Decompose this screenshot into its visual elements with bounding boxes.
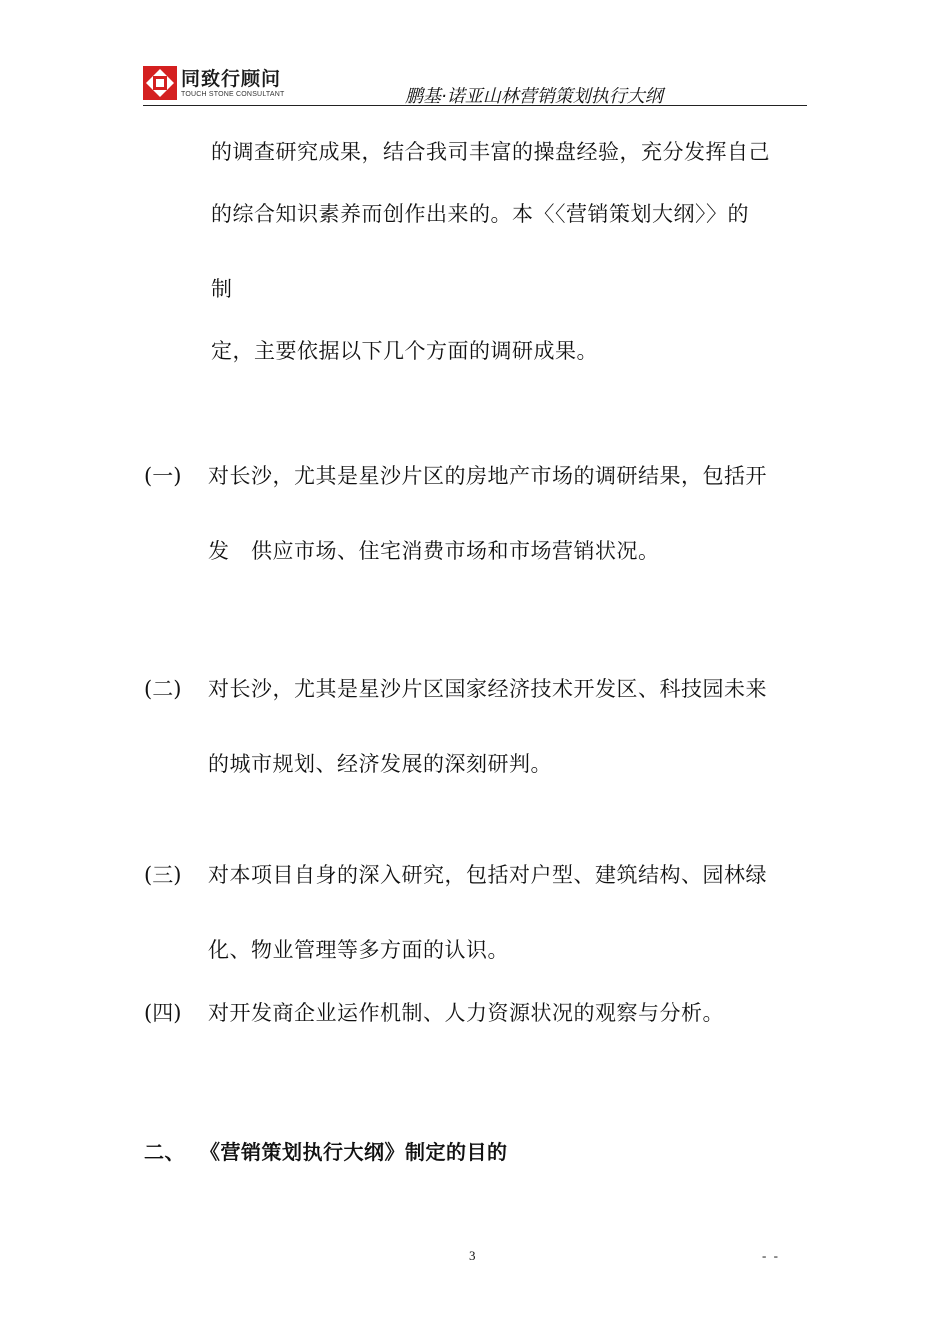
intro-line: 的调查研究成果，结合我司丰富的操盘经验，充分发挥自己 [211, 140, 770, 164]
company-logo [143, 64, 303, 104]
intro-line: 的综合知识素养而创作出来的。本〈〈营销策划大纲〉〉的 [211, 202, 749, 226]
list-item-text: 的城市规划、经济发展的深刻研判。 [208, 752, 552, 776]
list-item-text: 对本项目自身的深入研究，包括对户型、建筑结构、园林绿 [208, 863, 767, 887]
list-item-text: 对开发商企业运作机制、人力资源状况的观察与分析。 [208, 1001, 724, 1025]
list-item-marker: (二) [144, 677, 182, 701]
list-item-marker: (一) [144, 464, 182, 488]
page-header [143, 64, 807, 106]
list-item-text: 对长沙，尤其是星沙片区的房地产市场的调研结果，包括开 [208, 464, 767, 488]
logo-english-name: TOUCH STONE CONSULTANT [181, 91, 285, 98]
intro-line: 制 [211, 277, 233, 301]
list-item-text: 化、物业管理等多方面的认识。 [208, 938, 509, 962]
intro-line: 定，主要依据以下几个方面的调研成果。 [211, 339, 598, 363]
footer-dashes: - - [762, 1248, 780, 1263]
header-divider [143, 105, 807, 106]
section-number: 二、 [144, 1140, 185, 1164]
list-item-text: 发 供应市场、住宅消费市场和市场营销状况。 [208, 539, 660, 563]
logo-mark-icon [143, 66, 177, 100]
logo-chinese-name: 同致行顾问 [181, 68, 282, 90]
section-heading: 《营销策划执行大纲》制定的目的 [200, 1140, 508, 1164]
page-number: 3 [469, 1248, 476, 1263]
list-item-marker: (四) [144, 1001, 182, 1025]
list-item-text: 对长沙，尤其是星沙片区国家经济技术开发区、科技园未来 [208, 677, 767, 701]
document-title: 鹏基·诺亚山林营销策划执行大纲 [405, 86, 663, 107]
list-item-marker: (三) [144, 863, 182, 887]
